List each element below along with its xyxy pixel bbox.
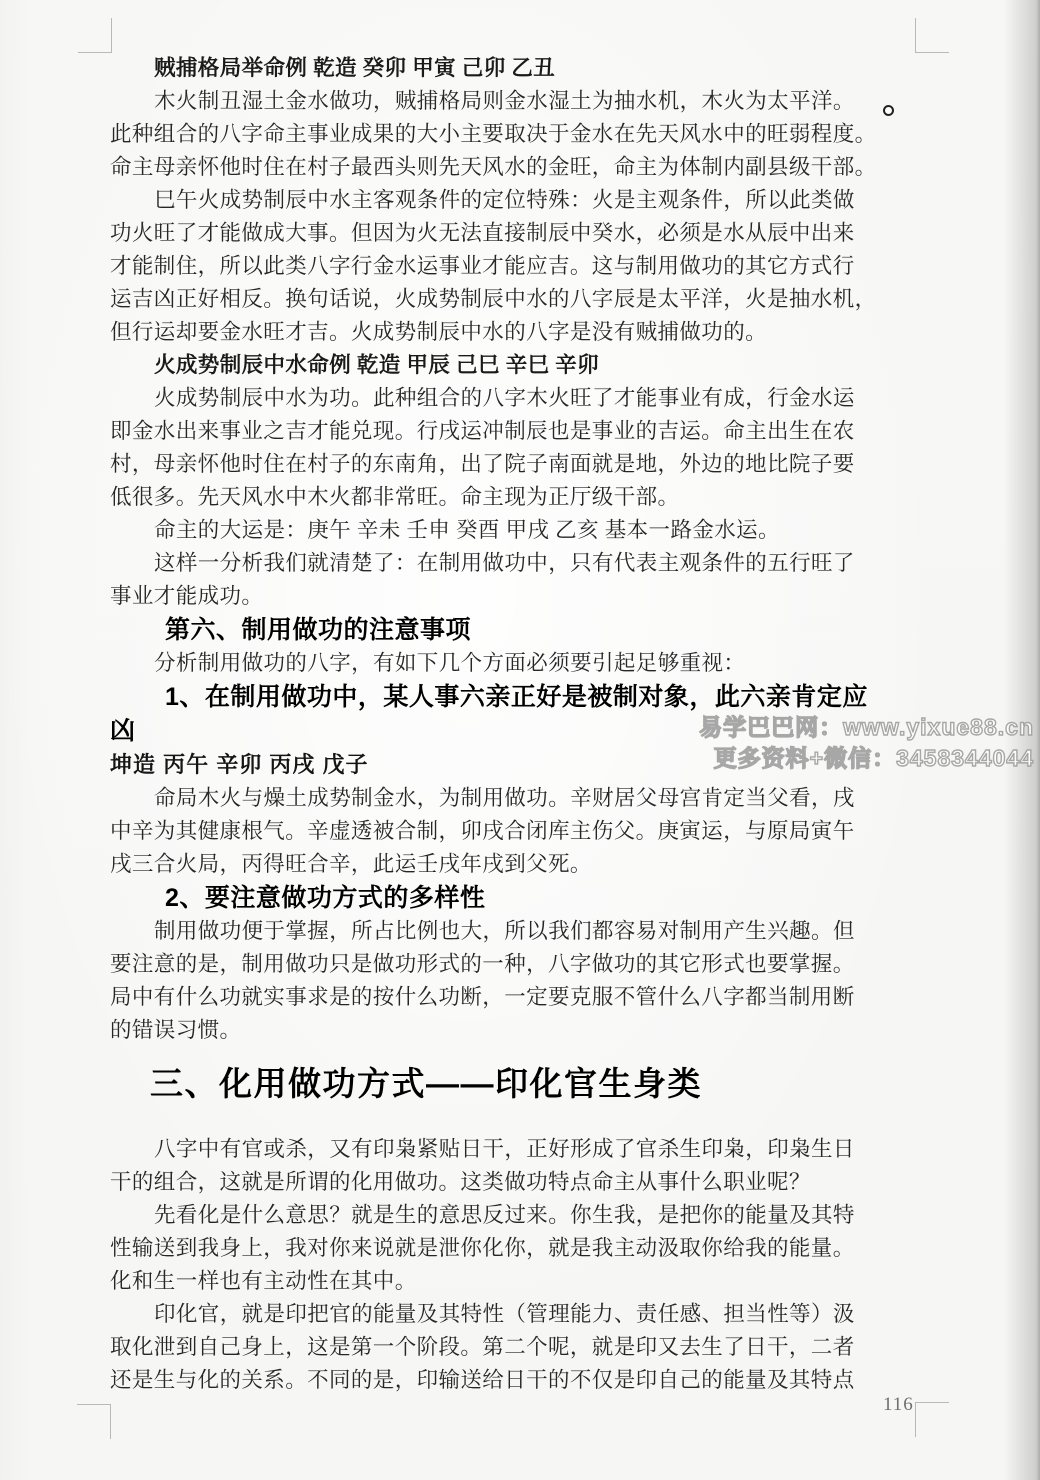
text-line: 这样一分析我们就清楚了：在制用做功中，只有代表主观条件的五行旺了 xyxy=(154,551,855,575)
heading-line: 三、化用做功方式——印化官生身类 xyxy=(150,1065,702,1102)
text-line: 但行运却要金水旺才吉。火成势制辰中水的八字是没有贼捕做功的。 xyxy=(110,320,768,344)
text-line: 火成势制辰中水为功。此种组合的八字木火旺了才能事业有成，行金水运 xyxy=(154,386,855,410)
text-line: 命主母亲怀他时住在村子最西头则先天风水的金旺，命主为体制内副县级干部。 xyxy=(110,155,877,179)
text-line: 取化泄到自己身上，这是第一个阶段。第二个呢，就是印又去生了日干，二者 xyxy=(110,1335,855,1359)
watermark-wechat-line: 更多资料+微信：3458344044 xyxy=(713,745,1034,771)
text-line: 村，母亲怀他时住在村子的东南角，出了院子南面就是地，外边的地比院子要 xyxy=(110,452,855,476)
heading-line: 第六、制用做功的注意事项 xyxy=(165,616,472,644)
text-line: 的错误习惯。 xyxy=(110,1018,242,1042)
text-line: 八字中有官或杀，又有印枭紧贴日干，正好形成了官杀生印枭，印枭生日 xyxy=(154,1137,855,1161)
text-line: 坤造 丙午 辛卯 丙戌 戊子 xyxy=(110,752,369,777)
heading-line: 凶 xyxy=(110,717,136,745)
text-line: 性输送到我身上，我对你来说就是泄你化你，就是我主动汲取你给我的能量。 xyxy=(110,1236,855,1260)
text-line: 中辛为其健康根气。辛虚透被合制，卯戌合闭库主伤父。庚寅运，与原局寅午 xyxy=(110,819,855,843)
text-line: 命局木火与燥土成势制金水，为制用做功。辛财居父母宫肯定当父看，戌 xyxy=(154,786,855,810)
text-line: 火成势制辰中水命例 乾造 甲辰 己巳 辛巳 辛卯 xyxy=(154,353,599,377)
text-line: 局中有什么功就实事求是的按什么功断，一定要克服不管什么八字都当制用断 xyxy=(110,985,855,1009)
text-line: 要注意的是，制用做功只是做功形式的一种，八字做功的其它形式也要掌握。 xyxy=(110,952,855,976)
text-line: 命主的大运是：庚午 辛未 壬申 癸酉 甲戌 乙亥 基本一路金水运。 xyxy=(154,518,780,542)
text-line: 还是生与化的关系。不同的是，印输送给日干的不仅是印自己的能量及其特点 xyxy=(110,1368,855,1392)
text-line: 制用做功便于掌握，所占比例也大，所以我们都容易对制用产生兴趣。但 xyxy=(154,919,855,943)
watermark-site-line: 易学巴巴网：www.yixue88.cn xyxy=(699,714,1034,740)
text-line: 即金水出来事业之吉才能兑现。行戌运冲制辰也是事业的吉运。命主出生在农 xyxy=(110,419,855,443)
text-line: 此种组合的八字命主事业成果的大小主要取决于金水在先天风水中的旺弱程度。 xyxy=(110,122,877,146)
text-boundary-mark-top-right xyxy=(915,18,949,53)
text-line: 贼捕格局举命例 乾造 癸卯 甲寅 己卯 乙丑 xyxy=(154,56,556,80)
text-line: 干的组合，这就是所谓的化用做功。这类做功特点命主从事什么职业呢？ xyxy=(110,1170,811,1194)
text-line: 才能制住，所以此类八字行金水运事业才能应吉。这与制用做功的其它方式行 xyxy=(110,254,855,278)
text-line: 事业才能成功。 xyxy=(110,584,264,608)
page-number: 116 xyxy=(883,1394,914,1415)
text-boundary-mark-bottom-right xyxy=(915,1402,949,1437)
text-line: 木火制丑湿土金水做功，贼捕格局则金水湿土为抽水机，木火为太平洋。 xyxy=(154,89,855,113)
text-line: 印化官，就是印把官的能量及其特性（管理能力、责任感、担当性等）汲 xyxy=(154,1302,855,1326)
text-line: 先看化是什么意思？就是生的意思反过来。你生我，是把你的能量及其特 xyxy=(154,1203,855,1227)
text-line: 戌三合火局，丙得旺合辛，此运壬戌年戌到父死。 xyxy=(110,852,592,876)
text-line: 运吉凶正好相反。换句话说，火成势制辰中水的八字辰是太平洋，火是抽水机， xyxy=(110,287,877,311)
text-line: 巳午火成势制辰中水主客观条件的定位特殊：火是主观条件，所以此类做 xyxy=(154,188,855,212)
text-line: 分析制用做功的八字，有如下几个方面必须要引起足够重视： xyxy=(154,651,746,675)
watermark xyxy=(699,712,1034,774)
text-line: 化和生一样也有主动性在其中。 xyxy=(110,1269,417,1293)
text-line: 功火旺了才能做成大事。但因为火无法直接制辰中癸水，必须是水从辰中出来 xyxy=(110,221,855,245)
heading-line: 1、在制用做功中，某人事六亲正好是被制对象，此六亲肯定应 xyxy=(165,683,868,711)
text-boundary-mark-top-left xyxy=(78,18,112,53)
heading-line: 2、要注意做功方式的多样性 xyxy=(165,884,486,912)
text-line: 低很多。先天风水中木火都非常旺。命主现为正厅级干部。 xyxy=(110,485,680,509)
text-boundary-mark-bottom-left xyxy=(77,1404,111,1439)
